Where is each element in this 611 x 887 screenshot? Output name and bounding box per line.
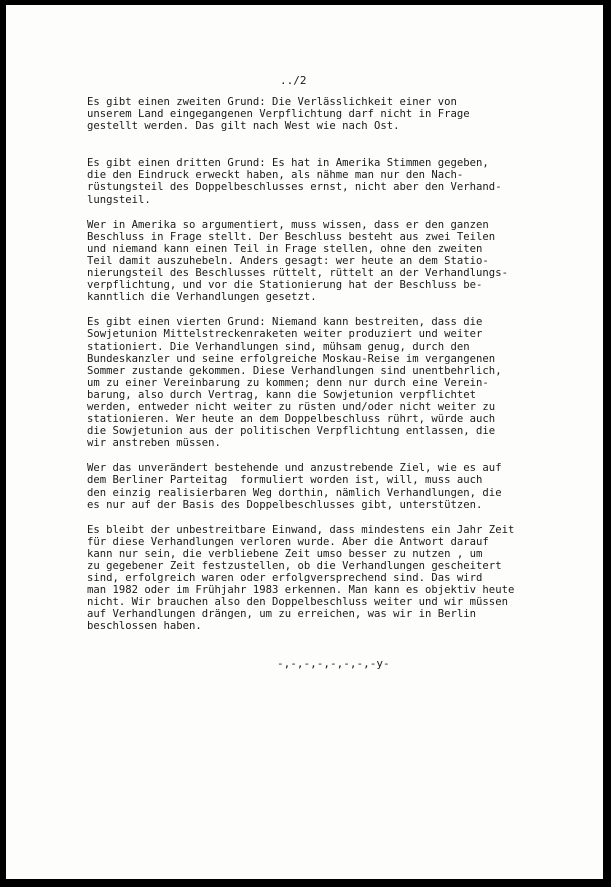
page-number-marker: ../2 xyxy=(280,74,307,87)
text-line: den einzig realisierbaren Weg dorthin, nämlich Verhandlungen, die xyxy=(87,486,502,499)
text-line: Bundeskanzler und seine erfolgreiche Moskau-Reise im vergangenen xyxy=(87,352,496,365)
paragraph-6 xyxy=(87,524,587,633)
text-line: beschlossen haben. xyxy=(87,620,202,633)
text-line: barung, also durch Vertrag, kann die Sowjetunion verpflichtet xyxy=(87,388,477,401)
text-line: Wer das unverändert bestehende und anzustrebende Ziel, wie es auf xyxy=(87,462,502,475)
text-line: kanntlich die Verhandlungen gesetzt. xyxy=(87,291,317,304)
text-line: um zu einer Vereinbarung zu kommen; denn nur durch eine Verein- xyxy=(87,376,489,389)
text-line: die Sowjetunion aus der politischen Verpflichtung entlassen, die xyxy=(87,425,496,438)
text-line: verpflichtung, und vor die Stationierung hat der Beschluss be- xyxy=(87,279,483,292)
section-separator: -,-,-,-,-,-,-,-y- xyxy=(277,657,390,670)
text-line: Wer in Amerika so argumentiert, muss wissen, dass er den ganzen xyxy=(87,218,489,231)
text-line: Beschluss in Frage stellt. Der Beschluss besteht aus zwei Teilen xyxy=(87,230,496,243)
text-line: wir anstreben müssen. xyxy=(87,437,221,450)
paragraph-2 xyxy=(87,157,587,205)
paragraph-3 xyxy=(87,219,587,304)
text-line: werden, entweder nicht weiter zu rüsten und/oder nicht weiter zu xyxy=(87,400,496,413)
text-line: nicht. Wir brauchen also den Doppelbeschluss weiter und wir müssen xyxy=(87,596,508,609)
text-line: kann nur sein, die verbliebene Zeit umso besser zu nutzen , um xyxy=(87,547,483,560)
document-body xyxy=(87,96,587,633)
paragraph-4 xyxy=(87,316,587,449)
text-line: Sommer zustande gekommen. Diese Verhandlungen sind unentbehrlich, xyxy=(87,364,502,377)
text-line: lungsteil. xyxy=(87,193,151,206)
text-line: Sowjetunion Mittelstreckenraketen weiter produziert und weiter xyxy=(87,328,483,341)
text-line: Es gibt einen zweiten Grund: Die Verlässlichkeit einer von xyxy=(87,96,457,108)
text-line: auf Verhandlungen drängen, um zu erreichen, was wir in Berlin xyxy=(87,608,477,621)
text-line: unserem Land eingegangenen Verpflichtung darf nicht in Frage xyxy=(87,108,470,121)
text-line: die den Eindruck erweckt haben, als nähme man nur den Nach- xyxy=(87,169,464,182)
text-line: dem Berliner Parteitag formuliert worden ist, will, muss auch xyxy=(87,474,483,487)
text-line: gestellt werden. Das gilt nach West wie nach Ost. xyxy=(87,120,400,133)
text-line: für diese Verhandlungen verloren wurde. Aber die Antwort darauf xyxy=(87,535,489,548)
paragraph-1 xyxy=(87,96,587,132)
text-line: zu gegebener Zeit festzustellen, ob die Verhandlungen gescheitert xyxy=(87,560,502,572)
text-line: stationiert. Die Verhandlungen sind, mühsam genug, durch den xyxy=(87,340,470,353)
text-line: Es bleibt der unbestreitbare Einwand, dass mindestens ein Jahr Zeit xyxy=(87,523,515,536)
paragraph-5 xyxy=(87,462,587,510)
text-line: Es gibt einen vierten Grund: Niemand kann bestreiten, dass die xyxy=(87,316,483,329)
text-line: Es gibt einen dritten Grund: Es hat in Amerika Stimmen gegeben, xyxy=(87,157,489,170)
text-line: und niemand kann einen Teil in Frage stellen, ohne den zweiten xyxy=(87,242,483,255)
document-page xyxy=(6,5,603,879)
text-line: Teil damit auszuhebeln. Anders gesagt: wer heute an dem Statio- xyxy=(87,254,489,267)
text-line: stationieren. Wer heute an dem Doppelbeschluss rührt, würde auch xyxy=(87,413,496,426)
text-line: es nur auf der Basis des Doppelbeschlusses gibt, unterstützen. xyxy=(87,498,483,511)
text-line: sind, erfolgreich waren oder erfolgversprechend sind. Das wird xyxy=(87,572,483,585)
text-line: rüstungsteil des Doppelbeschlusses ernst, nicht aber den Verhand- xyxy=(87,181,502,194)
text-line: man 1982 oder im Frühjahr 1983 erkennen. Man kann es objektiv heute xyxy=(87,584,515,597)
text-line: nierungsteil des Beschlusses rüttelt, rüttelt an der Verhandlungs- xyxy=(87,267,508,280)
